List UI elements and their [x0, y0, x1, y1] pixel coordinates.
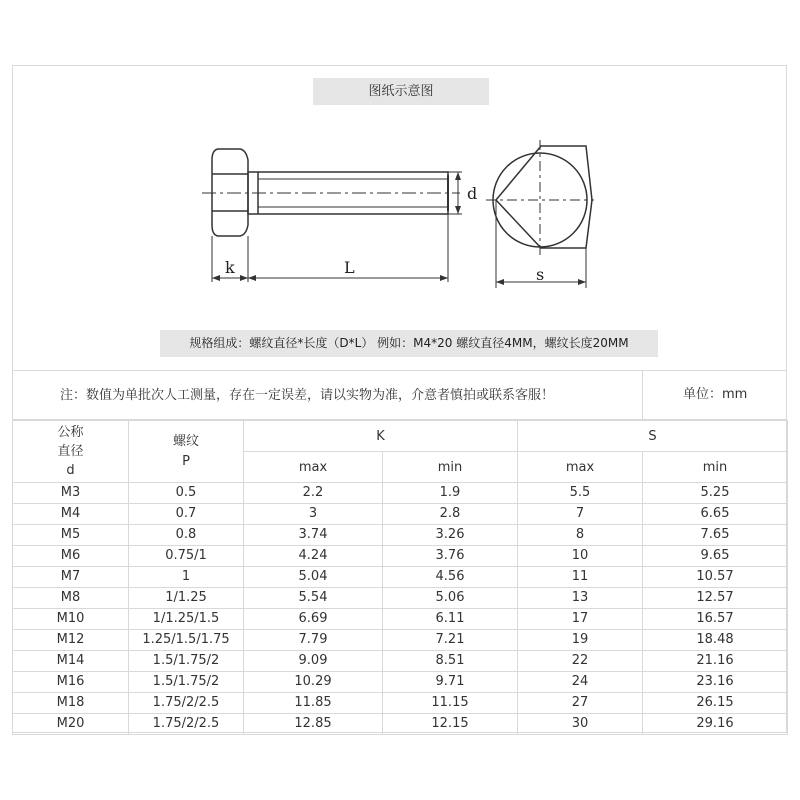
- cell-p: 1.25/1.5/1.75: [129, 630, 244, 651]
- spec-description: 规格组成：螺纹直径*长度（D*L） 例如：M4*20 螺纹直径4MM，螺纹长度20MM: [160, 330, 658, 357]
- arrow-k-right: [240, 275, 248, 281]
- cell-smin: 21.16: [643, 651, 788, 672]
- cell-smin: 7.65: [643, 525, 788, 546]
- cell-smin: 12.57: [643, 588, 788, 609]
- arrow-d-bottom: [455, 206, 461, 214]
- cell-p: 0.7: [129, 504, 244, 525]
- header-thread-pitch: 螺纹 P: [129, 421, 244, 483]
- table-row: [13, 630, 788, 651]
- cell-p: 0.5: [129, 483, 244, 504]
- header-k-max: max: [244, 452, 383, 483]
- cell-smax: 24: [518, 672, 643, 693]
- unit-label: 单位：mm: [642, 371, 787, 419]
- cell-kmax: 9.09: [244, 651, 383, 672]
- cell-kmin: 11.15: [383, 693, 518, 714]
- cell-smin: 10.57: [643, 567, 788, 588]
- arrow-L-left: [248, 275, 256, 281]
- cell-p: 0.8: [129, 525, 244, 546]
- cell-kmax: 7.79: [244, 630, 383, 651]
- spec-table-body: [13, 483, 788, 735]
- header-s-min: min: [643, 452, 788, 483]
- header-k-min: min: [383, 452, 518, 483]
- table-row: [13, 693, 788, 714]
- hex-outline: [492, 147, 593, 247]
- header-k: K: [244, 421, 518, 452]
- cell-kmax: 5.54: [244, 588, 383, 609]
- cell-kmax: 3: [244, 504, 383, 525]
- cell-p: 1.5/1.75/2: [129, 651, 244, 672]
- cell-d: M10: [13, 609, 129, 630]
- cell-kmin: 4.56: [383, 567, 518, 588]
- cell-p: 1: [129, 567, 244, 588]
- table-row: [13, 567, 788, 588]
- cell-smin: 6.65: [643, 504, 788, 525]
- hex-shape: [496, 146, 592, 248]
- cell-smin: 5.25: [643, 483, 788, 504]
- header-nominal-diameter: 公称 直径 d: [13, 421, 129, 483]
- table-row: [13, 714, 788, 735]
- cell-kmax: 2.2: [244, 483, 383, 504]
- cell-kmax: 10.29: [244, 672, 383, 693]
- table-row: [13, 651, 788, 672]
- table-row: [13, 672, 788, 693]
- arrow-s-left: [496, 279, 504, 285]
- cell-d: M16: [13, 672, 129, 693]
- cell-p: 1.5/1.75/2: [129, 672, 244, 693]
- arrow-k-left: [212, 275, 220, 281]
- cell-smin: 23.16: [643, 672, 788, 693]
- cell-smin: 9.65: [643, 546, 788, 567]
- cell-d: M6: [13, 546, 129, 567]
- cell-kmin: 5.06: [383, 588, 518, 609]
- cell-d: M14: [13, 651, 129, 672]
- table-row: [13, 546, 788, 567]
- cell-kmax: 11.85: [244, 693, 383, 714]
- cell-smax: 13: [518, 588, 643, 609]
- cell-d: M7: [13, 567, 129, 588]
- cell-smax: 11: [518, 567, 643, 588]
- header-s-max: max: [518, 452, 643, 483]
- cell-smax: 30: [518, 714, 643, 735]
- cell-p: 1.75/2/2.5: [129, 714, 244, 735]
- table-row: [13, 483, 788, 504]
- disclaimer-note: 注：数值为单批次人工测量，存在一定误差，请以实物为准，介意者慎拍或联系客服！: [60, 388, 555, 403]
- arrow-d-top: [455, 172, 461, 180]
- cell-d: M20: [13, 714, 129, 735]
- cell-d: M3: [13, 483, 129, 504]
- cell-kmax: 12.85: [244, 714, 383, 735]
- table-row: [13, 525, 788, 546]
- cell-smax: 10: [518, 546, 643, 567]
- cell-kmin: 8.51: [383, 651, 518, 672]
- cell-kmin: 2.8: [383, 504, 518, 525]
- label-L: L: [344, 258, 355, 277]
- cell-kmax: 3.74: [244, 525, 383, 546]
- cell-kmin: 9.71: [383, 672, 518, 693]
- cell-d: M5: [13, 525, 129, 546]
- label-s: s: [536, 265, 545, 284]
- cell-smax: 8: [518, 525, 643, 546]
- diagram-title: 图纸示意图: [313, 78, 489, 105]
- cell-smin: 29.16: [643, 714, 788, 735]
- table-row: [13, 504, 788, 525]
- cell-p: 0.75/1: [129, 546, 244, 567]
- cell-p: 1/1.25/1.5: [129, 609, 244, 630]
- table-row: [13, 588, 788, 609]
- cell-kmin: 6.11: [383, 609, 518, 630]
- cell-p: 1.75/2/2.5: [129, 693, 244, 714]
- cell-d: M18: [13, 693, 129, 714]
- cell-smin: 18.48: [643, 630, 788, 651]
- header-s: S: [518, 421, 788, 452]
- label-d: d: [467, 184, 478, 203]
- cell-d: M8: [13, 588, 129, 609]
- cell-kmin: 12.15: [383, 714, 518, 735]
- spec-table: [12, 420, 788, 735]
- cell-kmin: 3.26: [383, 525, 518, 546]
- cell-kmin: 3.76: [383, 546, 518, 567]
- cell-smax: 5.5: [518, 483, 643, 504]
- cell-smax: 7: [518, 504, 643, 525]
- cell-d: M4: [13, 504, 129, 525]
- cell-smax: 17: [518, 609, 643, 630]
- cell-kmin: 1.9: [383, 483, 518, 504]
- cell-smin: 16.57: [643, 609, 788, 630]
- cell-smax: 22: [518, 651, 643, 672]
- note-row: [12, 370, 787, 420]
- arrow-s-right: [578, 279, 586, 285]
- cell-smin: 26.15: [643, 693, 788, 714]
- table-row: [13, 609, 788, 630]
- cell-kmax: 4.24: [244, 546, 383, 567]
- cell-p: 1/1.25: [129, 588, 244, 609]
- cell-smax: 27: [518, 693, 643, 714]
- bolt-diagram: [190, 130, 610, 300]
- cell-kmin: 7.21: [383, 630, 518, 651]
- label-k: k: [225, 258, 235, 277]
- cell-kmax: 5.04: [244, 567, 383, 588]
- cell-smax: 19: [518, 630, 643, 651]
- cell-d: M12: [13, 630, 129, 651]
- arrow-L-right: [440, 275, 448, 281]
- cell-kmax: 6.69: [244, 609, 383, 630]
